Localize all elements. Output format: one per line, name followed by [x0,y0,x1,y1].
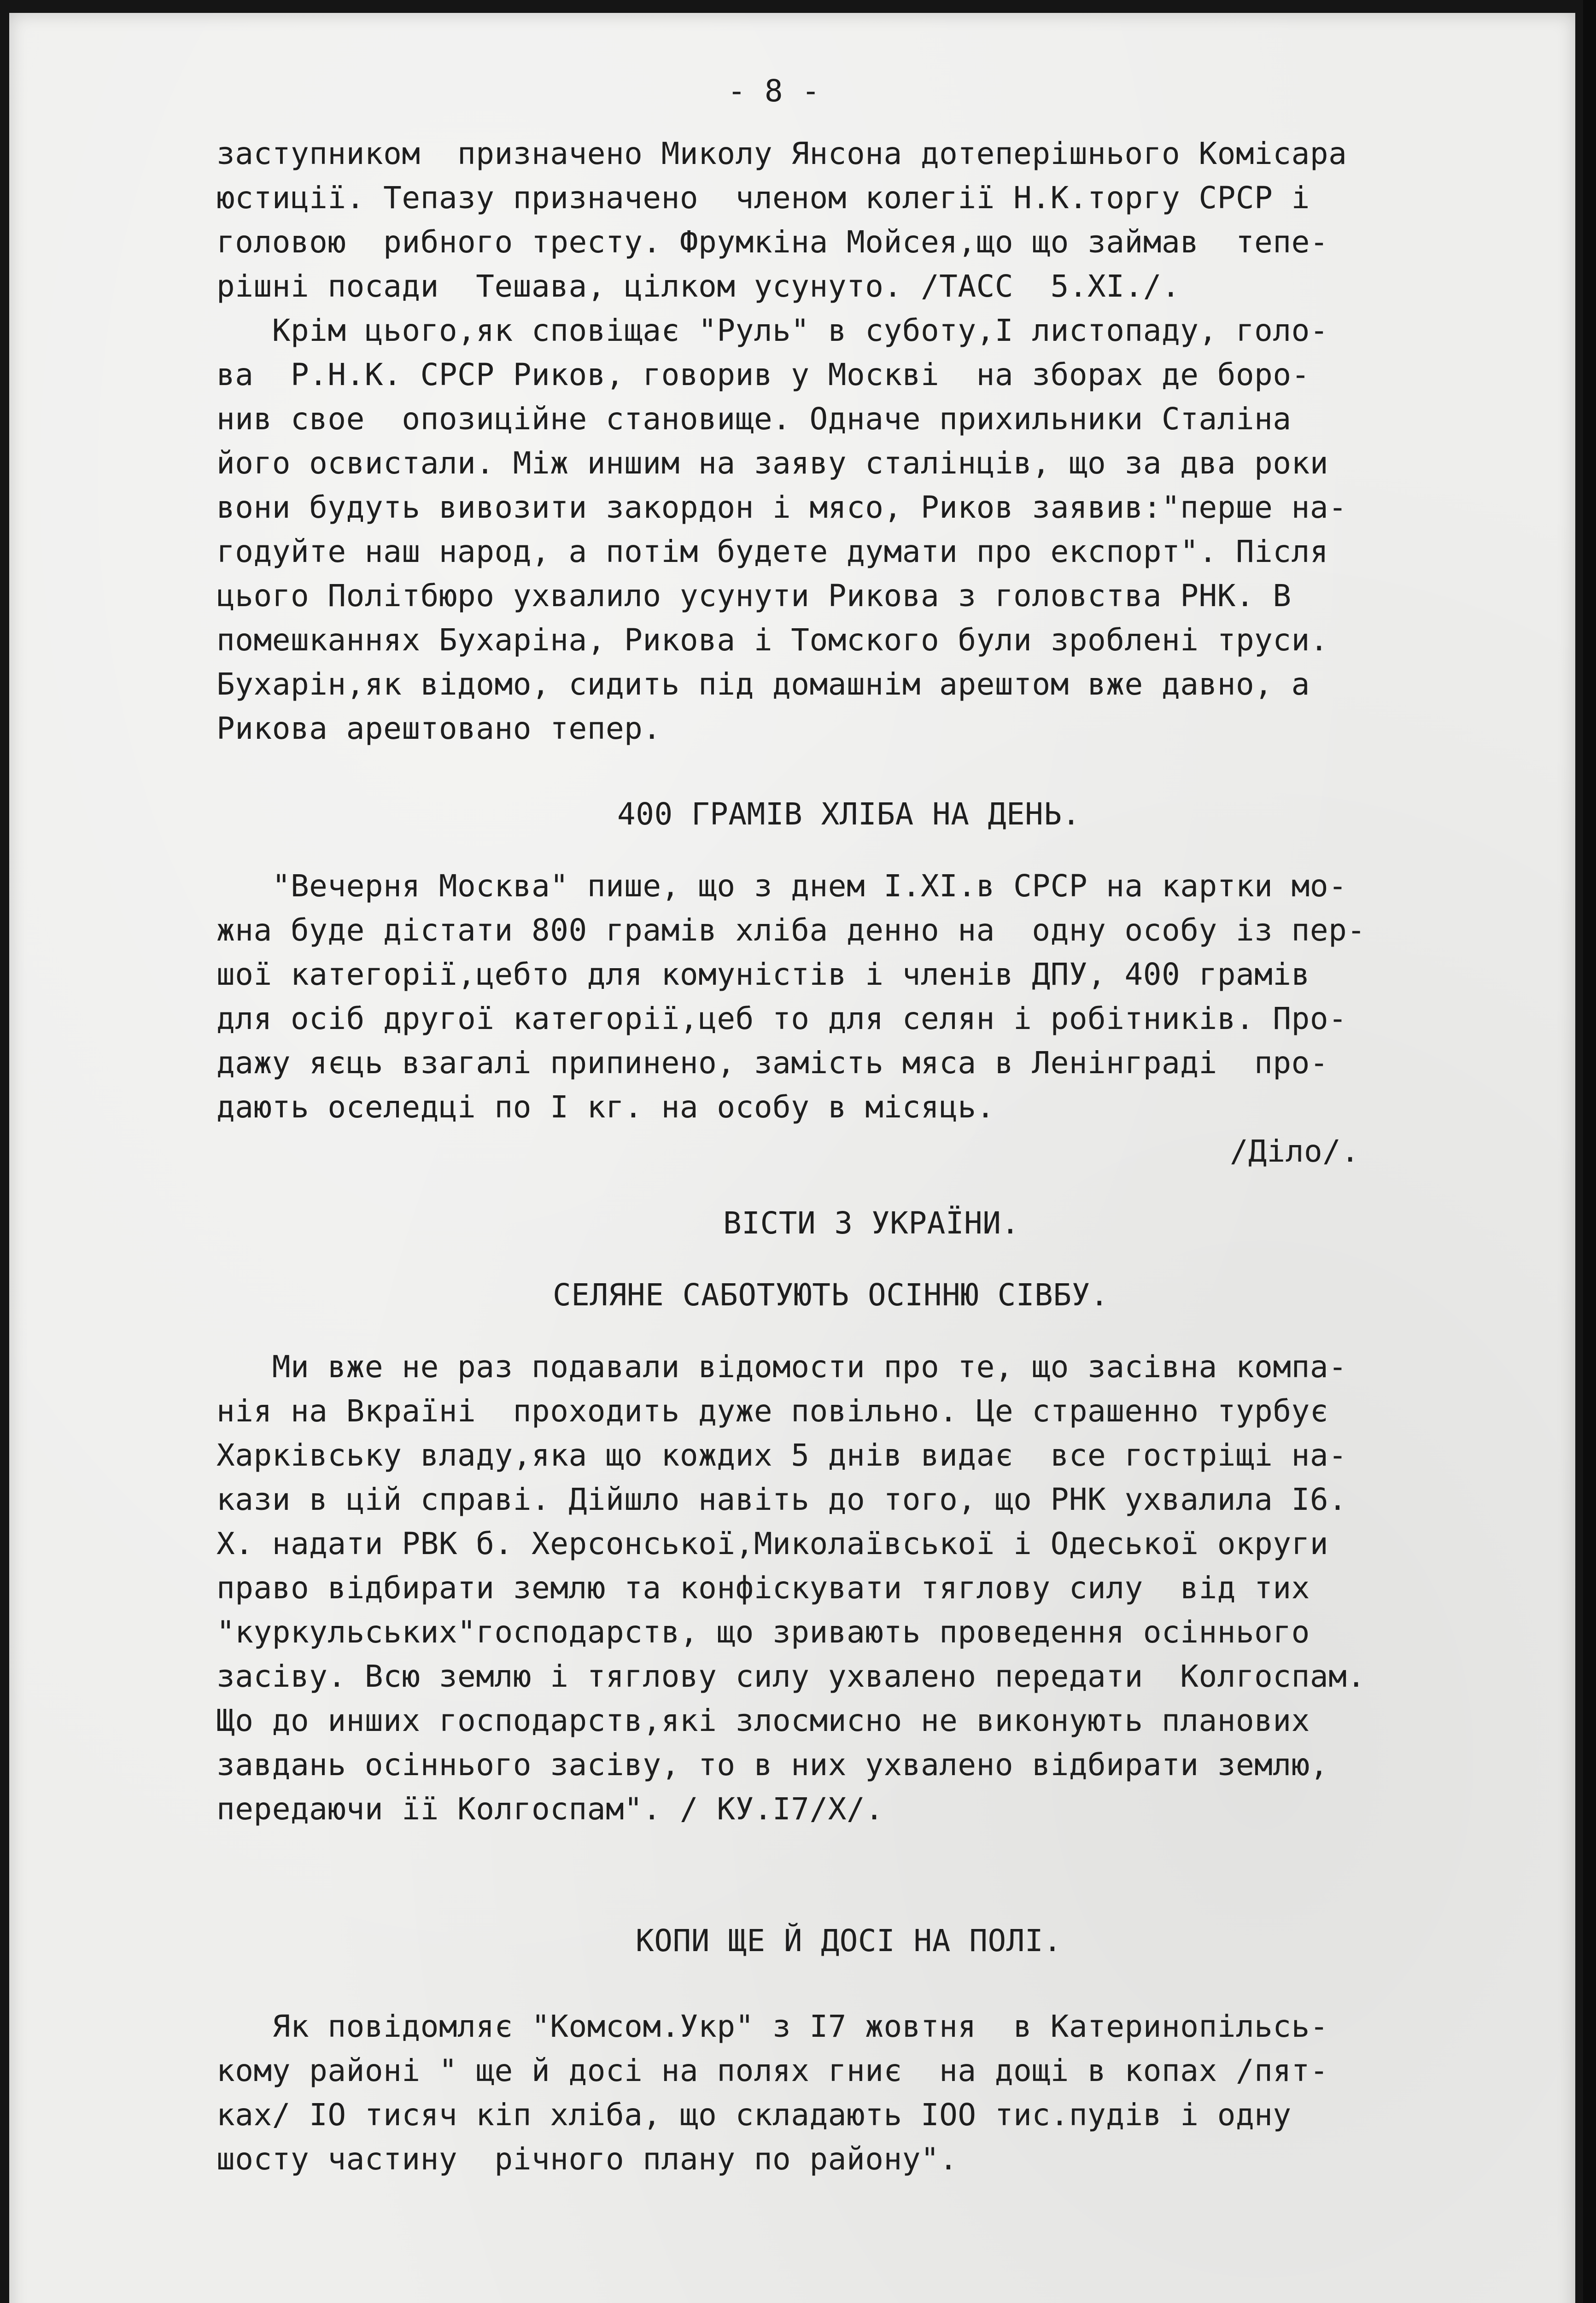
text-line: Рикова арештовано тепер. [216,711,661,746]
text-line: кому районі " ще й досі на полях гниє на дощі в копах /пят- [216,2053,1329,2088]
text-line: право відбирати землю та конфіскувати тяглову силу від тих [216,1570,1310,1606]
text-line: кази в цій справі. Дійшло навіть до того, що РНК ухвалила I6. [216,1482,1347,1517]
text-line: шої категорії,цебто для комуністів і членів ДПУ, 400 грамів [216,957,1310,992]
text-line: ках/ IO тисяч кіп хліба, що складають IOO тис.пудів і одну [216,2097,1292,2133]
section-heading: КОПИ ЩЕ Й ДОСІ НА ПОЛІ. [636,1923,1062,1958]
text-line: цього Політбюро ухвалило усунути Рикова з головства РНК. В [216,578,1292,614]
text-line: Ми вже не раз подавали відомости про те, що засівна компа- [216,1349,1347,1385]
text-line: Як повідомляє "Комсом.Укр" з I7 жовтня в Катеринопільсь- [216,2009,1329,2044]
text-line: дають оселедці по I кг. на особу в місяць. [216,1089,995,1125]
text-line: шосту частину річного плану по району". [216,2141,958,2177]
page-number: - 8 - [727,73,820,109]
text-line: вони будуть вивозити закордон і мясо, Риков заявив:"перше на- [216,490,1347,525]
scan-border [1583,0,1596,2303]
text-line: передаючи її Колгоспам". / КУ.I7/X/. [216,1791,884,1827]
text-line: завдань осіннього засіву, то в них ухвалено відбирати землю, [216,1747,1329,1783]
text-line: ва Р.Н.К. СРСР Риков, говорив у Москві на зборах де боро- [216,357,1310,392]
text-line: юстиції. Тепазу призначено членом колегії Н.К.торгу СРСР і [216,180,1310,216]
text-line: для осіб другої категорії,цеб то для селян і робітників. Про- [216,1001,1347,1036]
text-line: нив свое опозиційне становище. Одначе прихильники Сталіна [216,401,1292,437]
text-line: жна буде дістати 800 грамів хліба денно на одну особу із пер- [216,912,1366,948]
section-subheading: СЕЛЯНЕ САБОТУЮТЬ ОСІННЮ СІВБУ. [553,1277,1109,1313]
text-line: "куркульських"господарств, що зривають проведення осіннього [216,1614,1310,1650]
text-line: Крім цього,як сповіщає "Руль" в суботу,I листопаду, голо- [216,313,1329,348]
text-line: нія на Вкраїні проходить дуже повільно. Це страшенно турбує [216,1393,1329,1429]
text-line: X. надати РВК б. Херсонської,Миколаївської і Одеської округи [216,1526,1329,1561]
section-ukraine-news [216,1201,1575,1831]
document-body [216,69,1575,2181]
text-line: головою рибного тресту. Фрумкіна Мойсея,що що займав тепе- [216,224,1329,260]
text-line: його освистали. Між иншим на заяву сталінців, що за два роки [216,445,1329,481]
text-line: рішні посади Тешава, цілком усунуто. /ТАСС 5.XI./. [216,269,1181,304]
text-line: заступником призначено Миколу Янсона дотеперішнього Комісара [216,136,1347,171]
text-line: "Вечерня Москва" пише, що з днем I.XI.в СРСР на картки мо- [216,868,1347,904]
section-heading: 400 ГРАМІВ ХЛІБА НА ДЕНЬ. [617,796,1081,832]
text-line: Що до инших господарств,які злосмисно не виконують планових [216,1703,1310,1738]
text-line: Бухарін,як відомо, сидить під домашнім арештом вже давно, а [216,666,1310,702]
text-line: засіву. Всю землю і тяглову силу ухвалено передати Колгоспам. [216,1659,1366,1694]
section-harvest-in-fields [216,1919,1575,2181]
text-line: помешканнях Бухаріна, Рикова і Томского були зроблені труси. [216,622,1329,658]
section-government-changes [216,132,1575,751]
section-heading: ВІСТИ З УКРАЇНИ. [723,1205,1020,1241]
text-line: Харківську владу,яка що кождих 5 днів видає все гостріщі на- [216,1438,1347,1473]
source-citation: /Діло/. [1230,1134,1360,1169]
text-line: годуйте наш народ, а потім будете думати про експорт". Після [216,534,1329,569]
text-line: дажу яєць взагалі припинено, замість мяса в Ленінграді про- [216,1045,1329,1081]
section-bread-ration [216,792,1575,1174]
